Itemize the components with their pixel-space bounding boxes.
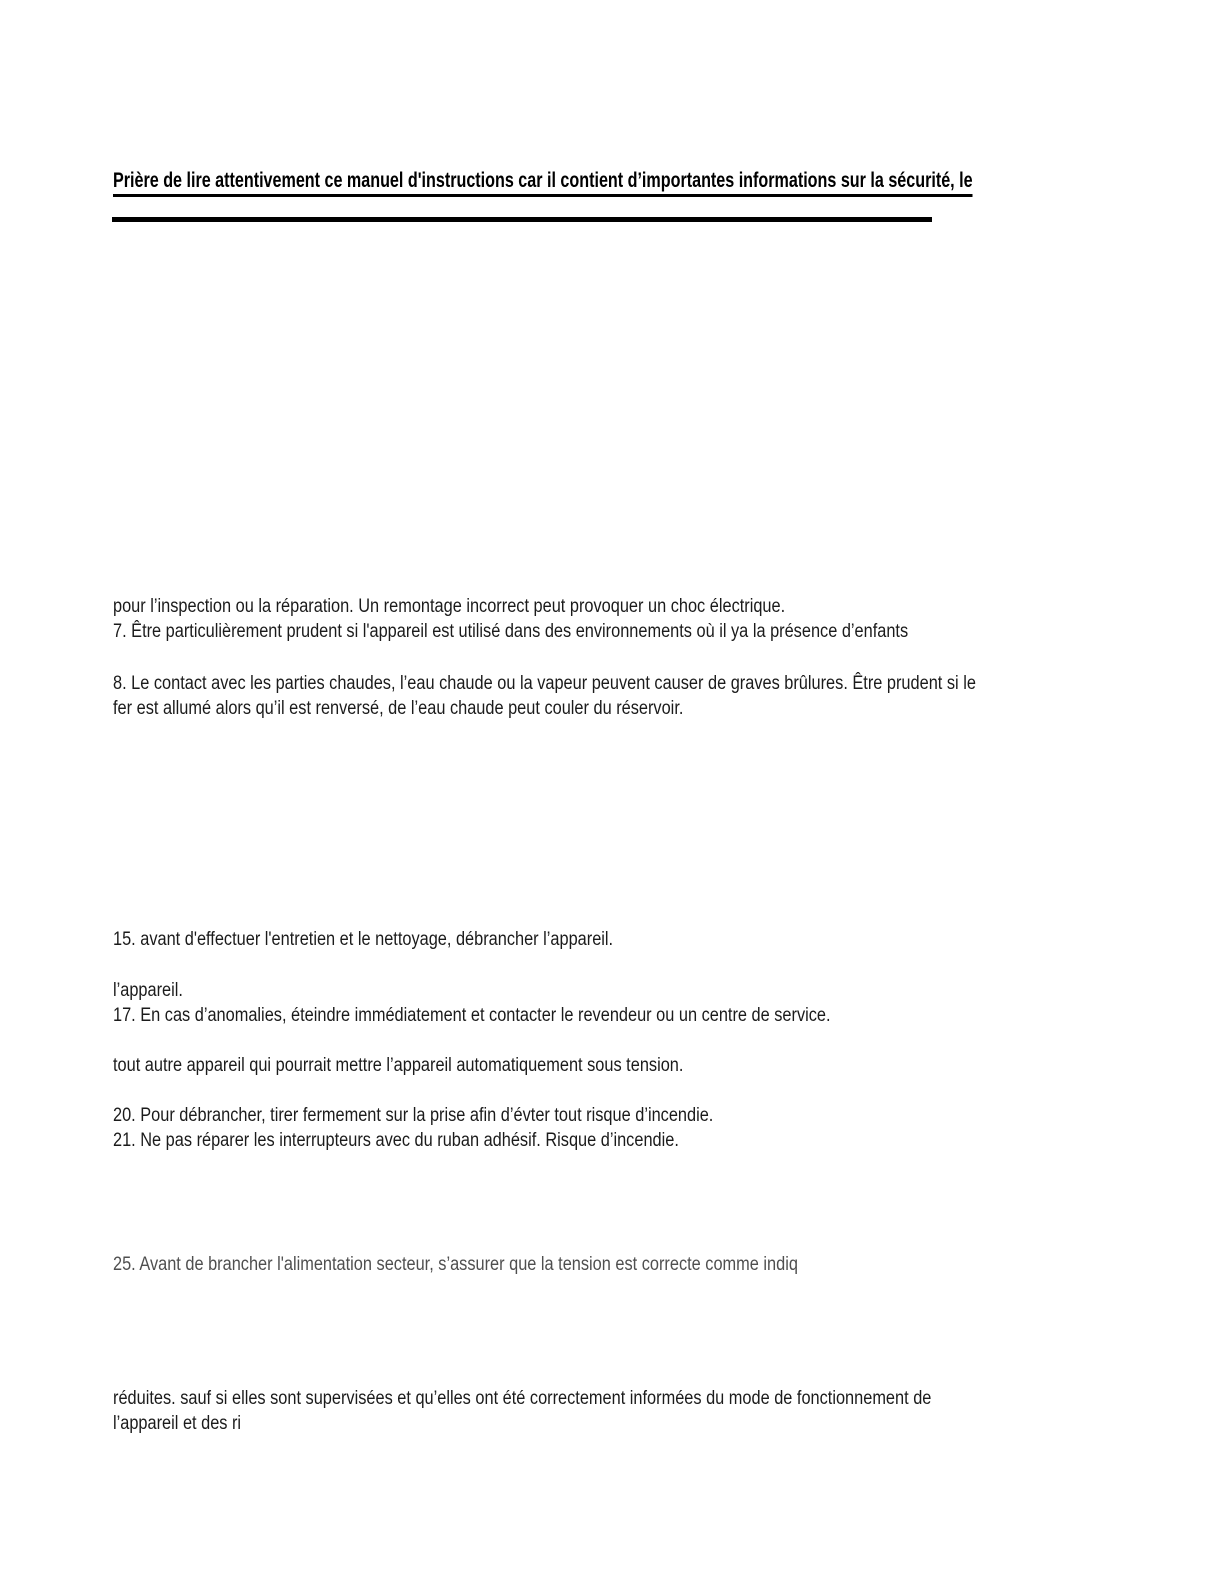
text-line: 21. Ne pas réparer les interrupteurs avec du ruban adhésif. Risque d’incendie. <box>113 1130 679 1151</box>
paragraph-item-8 <box>113 671 976 721</box>
line-item-21 <box>113 1128 679 1153</box>
page-title-text: Prière de lire attentivement ce manuel d'instructions car il contient d’importantes informations sur la sécurité, le <box>113 168 973 197</box>
line-item-17 <box>113 1003 831 1028</box>
line-item-15 <box>113 927 613 952</box>
line-fragment-l-appareil <box>113 978 183 1003</box>
text-line: 20. Pour débrancher, tirer fermement sur la prise afin d’évter tout risque d’incendie. <box>113 1105 714 1126</box>
line-fragment-tout-autre <box>113 1053 683 1078</box>
line-item-20 <box>113 1103 713 1128</box>
text-line: 8. Le contact avec les parties chaudes, l’eau chaude ou la vapeur peuvent causer de graves brûlures. Être prudent si le <box>113 673 976 694</box>
text-line: l’appareil et des ri <box>113 1413 242 1434</box>
text-line: 7. Être particulièrement prudent si l'appareil est utilisé dans des environnements où il ya la présence d’enfants <box>113 621 909 642</box>
horizontal-divider <box>112 217 932 222</box>
text-line: 17. En cas d’anomalies, éteindre immédiatement et contacter le revendeur ou un centre de service. <box>113 1005 831 1026</box>
text-line: pour l’inspection ou la réparation. Un remontage incorrect peut provoquer un choc électrique. <box>113 596 786 617</box>
page-title <box>113 168 973 197</box>
paragraph-fragment-reduites <box>113 1386 931 1436</box>
line-item-25 <box>113 1252 798 1277</box>
text-line: 25. Avant de brancher l'alimentation secteur, s’assurer que la tension est correcte comme indiq <box>113 1254 798 1275</box>
paragraph-fragment-6-7 <box>113 594 908 644</box>
text-line: tout autre appareil qui pourrait mettre l’appareil automatiquement sous tension. <box>113 1055 684 1076</box>
text-line: fer est allumé alors qu’il est renversé, de l’eau chaude peut couler du réservoir. <box>113 698 684 719</box>
text-line: 15. avant d'effectuer l'entretien et le nettoyage, débrancher l’appareil. <box>113 929 614 950</box>
text-line: réduites. sauf si elles sont supervisées et qu’elles ont été correctement informées du mode de fonctionnement de <box>113 1388 932 1409</box>
text-line: l’appareil. <box>113 980 183 1001</box>
